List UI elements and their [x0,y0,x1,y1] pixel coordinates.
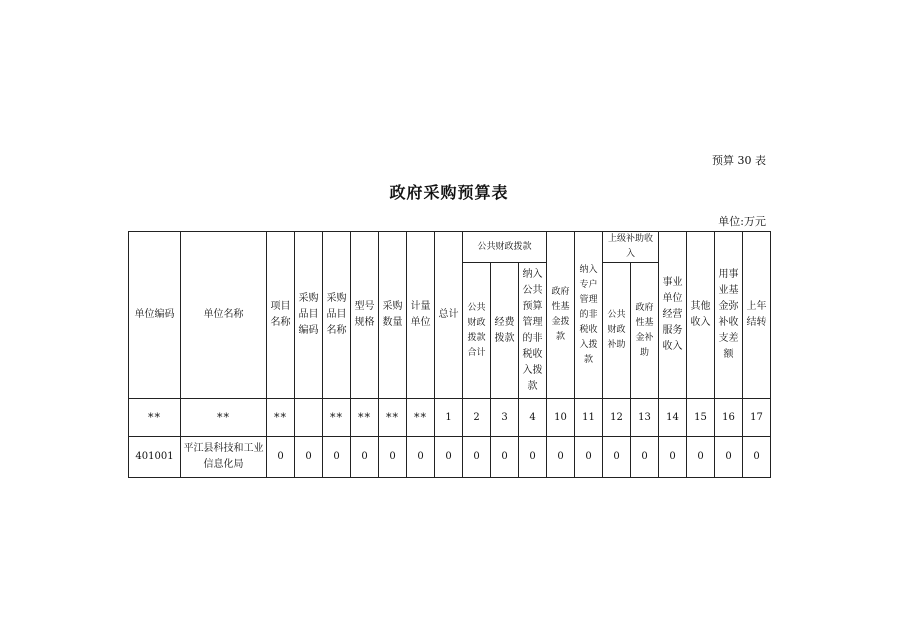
data-cell: 0 [519,437,547,478]
code-cell: 12 [603,399,631,437]
header-project-name: 项目名称 [267,232,295,399]
header-fund-makeup: 用事业基金弥补收支差额 [715,232,743,399]
page-title: 政府采购预算表 [389,183,509,202]
code-cell: ** [129,399,181,437]
header-total: 总计 [435,232,463,399]
table-row [129,437,771,478]
header-model: 型号规格 [351,232,379,399]
header-pf-expense: 经费拨款 [491,263,519,399]
data-cell: 0 [743,437,771,478]
data-cell: 0 [435,437,463,478]
code-cell: 1 [435,399,463,437]
code-cell: 17 [743,399,771,437]
code-cell: 4 [519,399,547,437]
data-cell: 0 [547,437,575,478]
code-cell: ** [323,399,351,437]
header-public-finance-group: 公共财政拨款 [463,232,547,263]
code-cell: ** [379,399,407,437]
header-unit-code: 单位编码 [129,232,181,399]
code-cell: ** [181,399,267,437]
header-superior-group: 上级补助收入 [603,232,659,263]
code-cell: 3 [491,399,519,437]
header-gov-fund: 政府性基金拨款 [547,232,575,399]
header-carryover: 上年结转 [743,232,771,399]
data-cell: 0 [687,437,715,478]
code-cell: 11 [575,399,603,437]
code-cell: 15 [687,399,715,437]
header-quantity: 采购数量 [379,232,407,399]
data-cell: 0 [631,437,659,478]
header-special-nontax: 纳入专户管理的非税收入拨款 [575,232,603,399]
code-cell: 16 [715,399,743,437]
data-cell: 0 [659,437,687,478]
procurement-budget-table [128,231,771,478]
code-row [129,399,771,437]
form-number: 预算 30 表 [712,154,766,167]
data-cell: 0 [407,437,435,478]
data-cell: 0 [295,437,323,478]
header-row-1 [129,232,771,263]
data-cell: 0 [379,437,407,478]
data-cell-unit-name: 平江县科技和工业信息化局 [181,437,267,478]
data-cell: 0 [351,437,379,478]
code-cell [295,399,323,437]
header-unit-name: 单位名称 [181,232,267,399]
code-cell: ** [407,399,435,437]
data-cell: 0 [267,437,295,478]
code-cell: 2 [463,399,491,437]
header-measure-unit: 计量单位 [407,232,435,399]
data-cell: 0 [603,437,631,478]
unit-label: 单位:万元 [718,215,766,228]
header-sup-gov-fund: 政府性基金补助 [631,263,659,399]
code-cell: 14 [659,399,687,437]
data-cell: 0 [575,437,603,478]
code-cell: ** [351,399,379,437]
header-pf-total: 公共财政拨款合计 [463,263,491,399]
data-cell-unit-code: 401001 [129,437,181,478]
header-other-income: 其他收入 [687,232,715,399]
code-cell: 13 [631,399,659,437]
data-cell: 0 [463,437,491,478]
data-cell: 0 [715,437,743,478]
code-cell: ** [267,399,295,437]
header-item-code: 采购品目编码 [295,232,323,399]
header-business-income: 事业单位经营服务收入 [659,232,687,399]
data-cell: 0 [323,437,351,478]
header-item-name: 采购品目名称 [323,232,351,399]
header-pf-nontax: 纳入公共预算管理的非税收入拨款 [519,263,547,399]
header-sup-public: 公共财政补助 [603,263,631,399]
data-cell: 0 [491,437,519,478]
code-cell: 10 [547,399,575,437]
